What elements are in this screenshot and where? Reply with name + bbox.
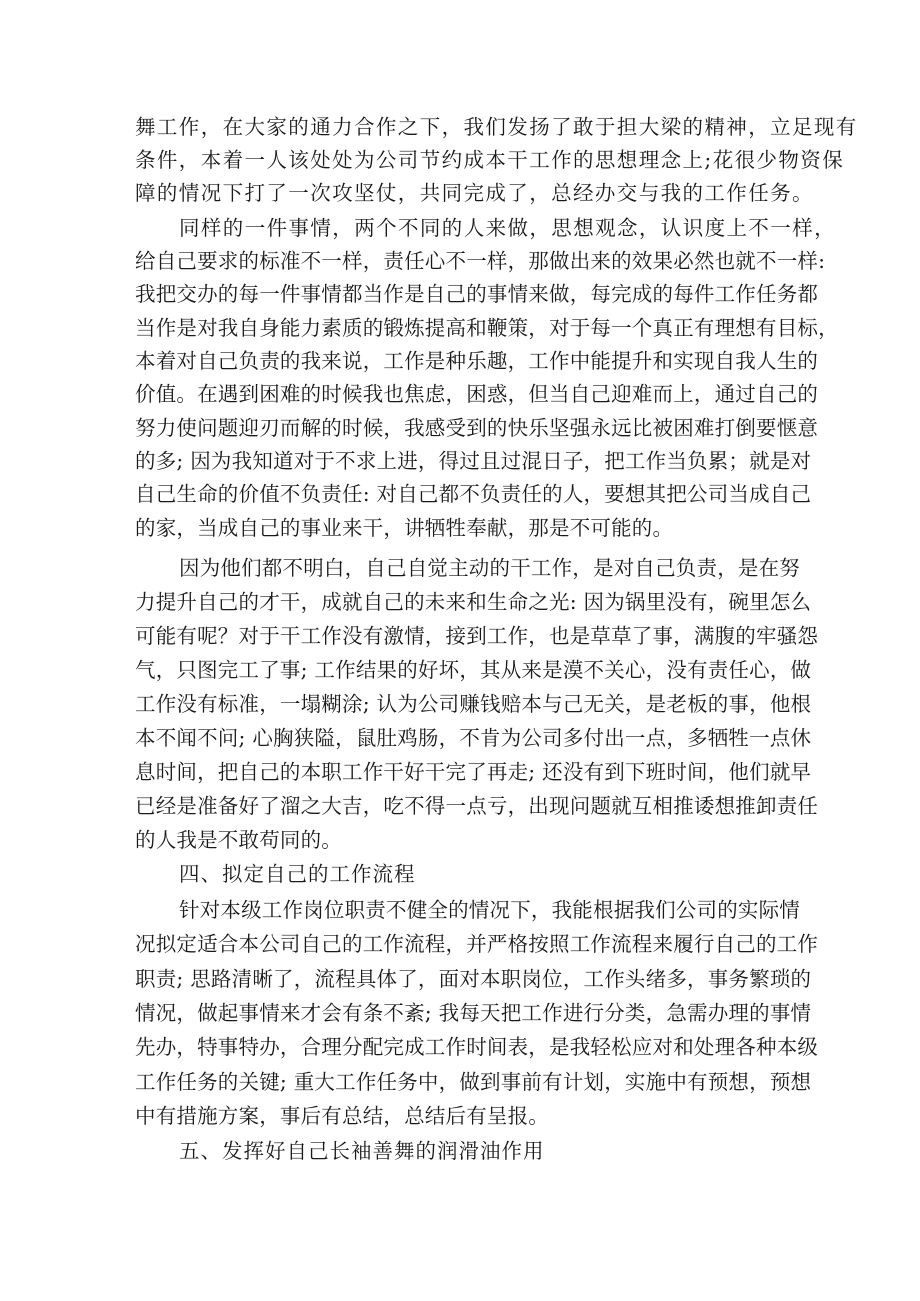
paragraph-line: 的多; 因为我知道对于不求上进，得过且过混日子，把工作当负累；就是对 <box>135 449 812 473</box>
paragraph-line: 息时间，把自己的本职工作干好干完了再走; 还没有到下班时间，他们就早 <box>135 760 812 784</box>
paragraph-line: 当作是对我自身能力素质的锻炼提高和鞭策，对于每一个真正有理想有目标， <box>135 316 839 340</box>
paragraph-line: 况拟定适合本公司自己的工作流程，并严格按照工作流程来履行自己的工作 <box>135 932 819 956</box>
paragraph-line: 我把交办的每一件事情都当作是自己的事情来做，每完成的每件工作任务都 <box>135 282 819 306</box>
paragraph-first-line: 同样的一件事情，两个不同的人来做，思想观念，认识度上不一样， <box>179 216 836 240</box>
paragraph-first-line: 针对本级工作岗位职责不健全的情况下，我能根据我们公司的实际情 <box>179 898 800 922</box>
paragraph-line: 气，只图完工了事; 工作结果的好坏，其从来是漠不关心，没有责任心，做 <box>135 658 812 682</box>
paragraph-line: 先办，特事特办，合理分配完成工作时间表，是我轻松应对和处理各种本级 <box>135 1035 819 1059</box>
paragraph-line: 价值。在遇到困难的时候我也焦虑，困惑，但当自己迎难而上，通过自己的 <box>135 382 819 406</box>
paragraph-line: 中有措施方案，事后有总结，总结后有呈报。 <box>135 1104 549 1128</box>
paragraph-line: 本着对自己负责的我来说，工作是种乐趣，工作中能提升和实现自我人生的 <box>135 349 819 373</box>
section-heading: 五、发挥好自己长袖善舞的润滑油作用 <box>179 1139 545 1163</box>
paragraph-line: 可能有呢？对于干工作没有激情，接到工作，也是草草了事，满腹的牢骚怨 <box>135 624 819 648</box>
paragraph-line: 已经是准备好了溜之大吉，吃不得一点亏，出现问题就互相推诿想推卸责任 <box>135 794 819 818</box>
section-heading: 四、拟定自己的工作流程 <box>179 862 416 886</box>
paragraph-line: 条件，本着一人该处处为公司节约成本干工作的思想理念上;花很少物资保 <box>135 148 845 172</box>
paragraph-line: 工作任务的关键; 重大工作任务中，做到事前有计划，实施中有预想，预想 <box>135 1070 812 1094</box>
paragraph-line: 的人我是不敢苟同的。 <box>135 828 342 852</box>
paragraph-line: 工作没有标准，一塌糊涂; 认为公司赚钱赔本与己无关，是老板的事，他根 <box>135 692 812 716</box>
paragraph-line: 力提升自己的才干，成就自己的未来和生命之光: 因为锅里没有，碗里怎么 <box>135 590 812 614</box>
paragraph-line: 职责; 思路清晰了，流程具体了，面对本职岗位，工作头绪多，事务繁琐的 <box>135 967 812 991</box>
paragraph-line: 本不闻不问; 心胸狭隘，鼠肚鸡肠，不肯为公司多付出一点，多牺牲一点休 <box>135 726 812 750</box>
paragraph-line: 舞工作，在大家的通力合作之下，我们发扬了敢于担大梁的精神，立足现有 <box>135 115 858 139</box>
paragraph-line: 自己生命的价值不负责任: 对自己都不负责任的人，要想其把公司当成自己 <box>135 482 812 506</box>
paragraph-line: 的家，当成自己的事业来干，讲牺牲奉献，那是不可能的。 <box>135 516 674 540</box>
paragraph-line: 给自己要求的标准不一样，责任心不一样，那做出来的效果必然也就不一样: <box>135 249 826 273</box>
paragraph-first-line: 因为他们都不明白，自己自觉主动的干工作，是对自己负责，是在努 <box>179 556 800 580</box>
paragraph-line: 情况，做起事情来才会有条不紊; 我每天把工作进行分类，急需办理的事情 <box>135 1001 812 1025</box>
paragraph-line: 障的情况下打了一次攻坚仗，共同完成了，总经办交与我的工作任务。 <box>135 181 814 205</box>
paragraph-line: 努力使问题迎刃而解的时候，我感受到的快乐坚强永远比被困难打倒要惬意 <box>135 416 819 440</box>
